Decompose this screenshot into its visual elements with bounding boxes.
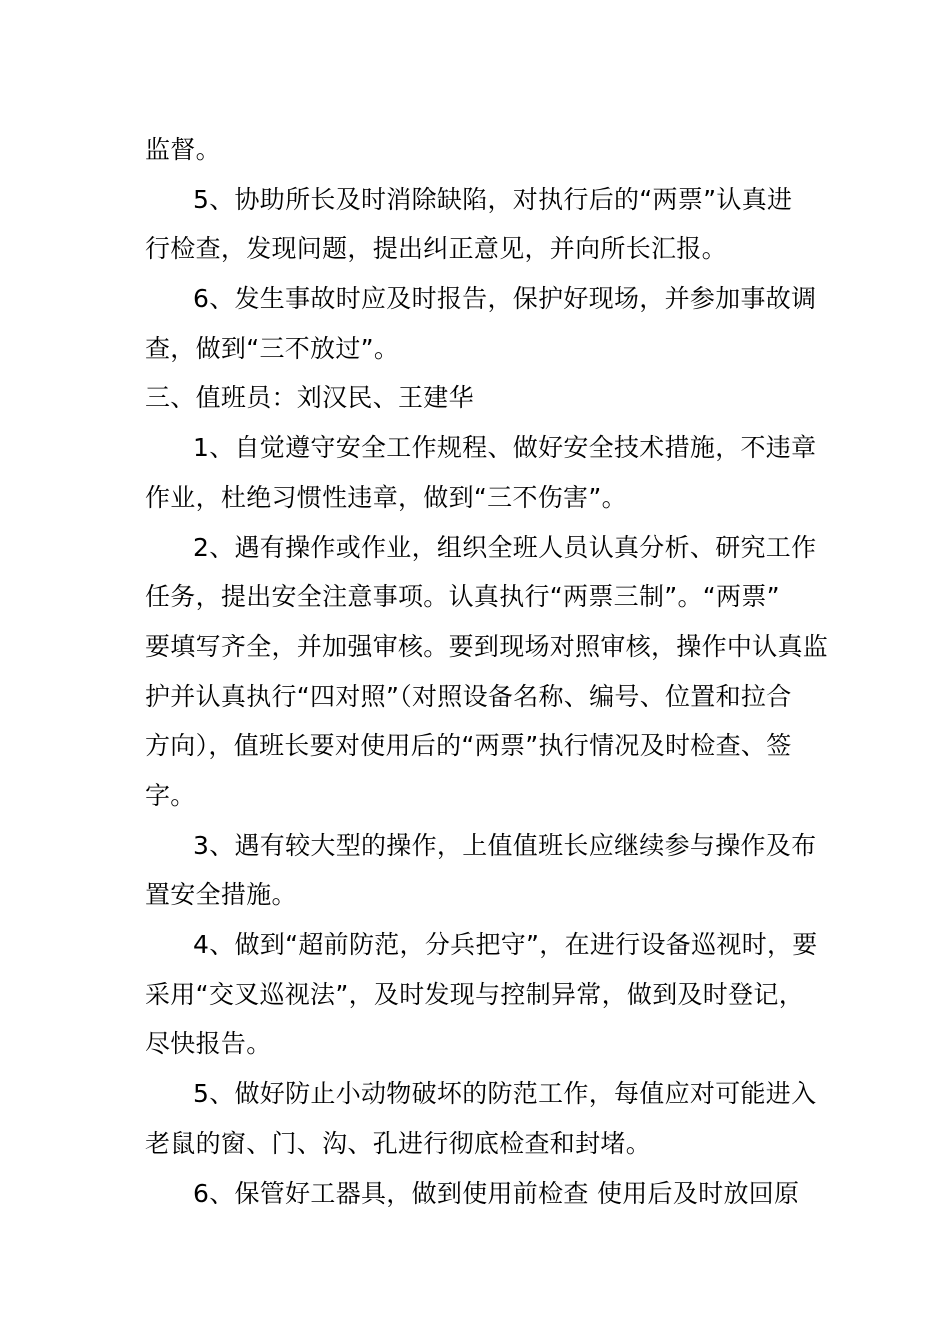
text-line: 字。: [145, 781, 196, 810]
text-line: 护并认真执行“四对照”（对照设备名称、编号、位置和拉合: [145, 682, 792, 711]
text-line: 5、做好防止小动物破坏的防范工作，每值应对可能进入: [193, 1079, 817, 1108]
text-line: 2、遇有操作或作业，组织全班人员认真分析、研究工作: [193, 533, 817, 562]
text-line: 4、做到“超前防范，分兵把守”，在进行设备巡视时，要: [193, 930, 818, 959]
text-line: 采用“交叉巡视法”，及时发现与控制异常，做到及时登记，: [145, 980, 805, 1009]
text-line: 置安全措施。: [145, 880, 297, 909]
text-line: 要填写齐全，并加强审核。要到现场对照审核，操作中认真监: [145, 632, 829, 661]
text-line: 查，做到“三不放过”。: [145, 334, 400, 363]
text-line: 监督。: [145, 135, 221, 164]
section-heading: 三、值班员：刘汉民、王建华: [145, 383, 474, 412]
text-line: 作业，杜绝习惯性违章，做到“三不伤害”。: [145, 483, 627, 512]
text-line: 6、发生事故时应及时报告，保护好现场，并参加事故调: [193, 284, 817, 313]
text-line: 尽快报告。: [145, 1029, 272, 1058]
text-line: 方向），值班长要对使用后的“两票”执行情况及时检查、签: [145, 731, 792, 760]
text-line: 老鼠的窗、门、沟、孔进行彻底检查和封堵。: [145, 1129, 652, 1158]
text-line: 6、保管好工器具，做到使用前检查 使用后及时放回原: [193, 1179, 800, 1208]
text-line: 5、协助所长及时消除缺陷，对执行后的“两票”认真进: [193, 185, 793, 214]
text-line: 任务，提出安全注意事项。认真执行“两票三制”。“两票”: [145, 582, 780, 611]
text-line: 1、自觉遵守安全工作规程、做好安全技术措施，不违章: [193, 433, 817, 462]
text-line: 行检查，发现问题，提出纠正意见，并向所长汇报。: [145, 234, 727, 263]
text-line: 3、遇有较大型的操作，上值值班长应继续参与操作及布: [193, 831, 817, 860]
